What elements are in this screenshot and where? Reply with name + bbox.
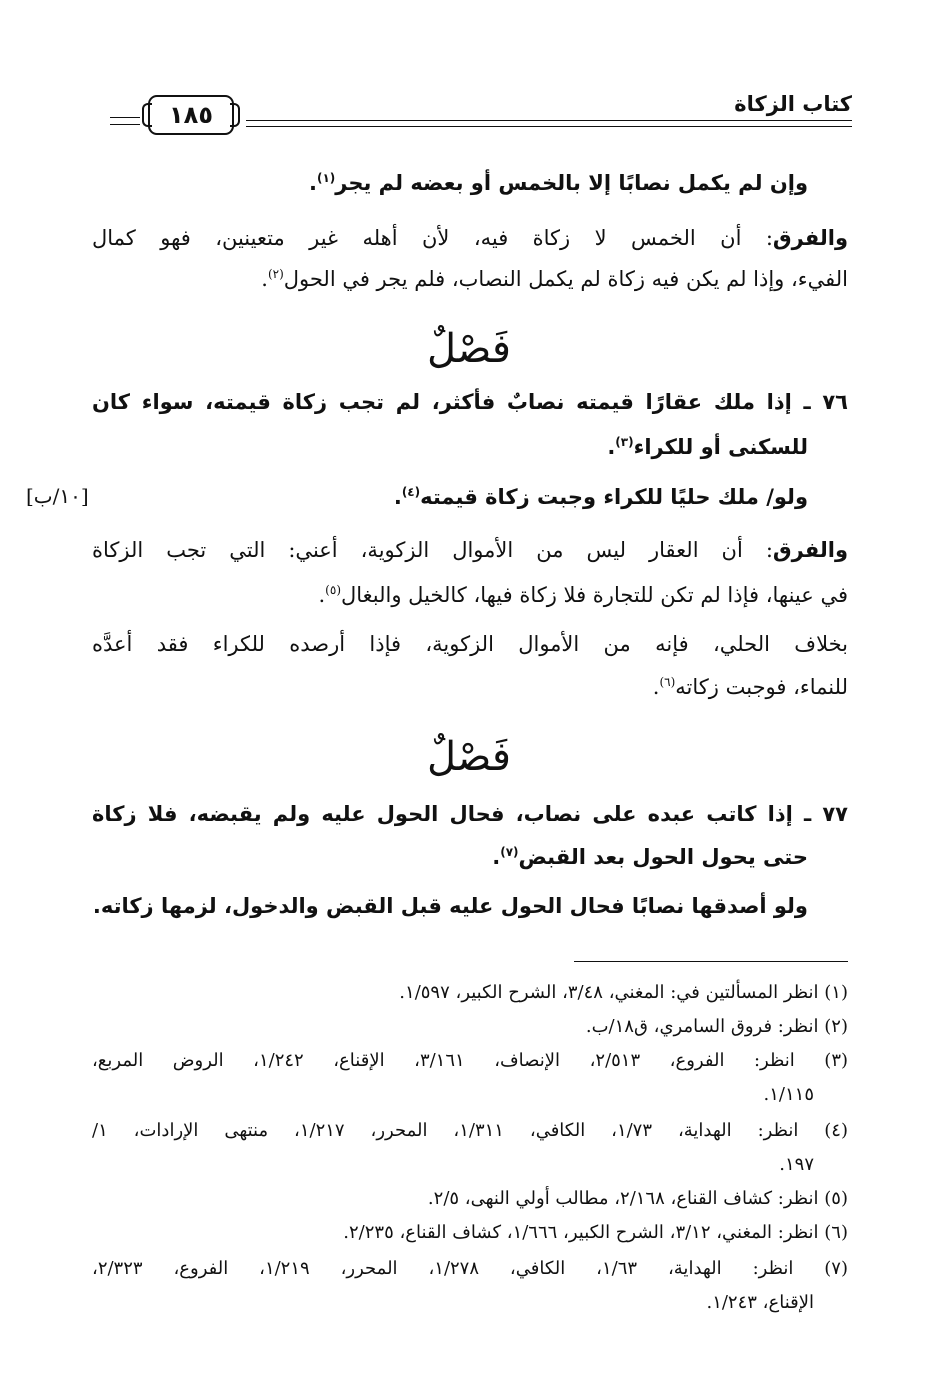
text-span: للسكنى أو للكراء (633, 435, 808, 459)
text-line: في عينها، فإذا لم تكن للتجارة فلا زكاة فيها، كالخيل والبغال$^{(٥)}$. (318, 583, 848, 607)
text-line: ولو أصدقها نصابًا فحال الحول عليه قبل القبض والدخول، لزمها زكاته. (92, 894, 808, 918)
text-span: للنماء، فوجبت زكاته (675, 675, 848, 699)
footnote-ref: (٦) (659, 675, 676, 689)
text-line: حتى يحول الحول بعد القبض$^{(٧)}$. (492, 845, 808, 869)
text-line: بخلاف الحلي، فإنه من الأموال الزكوية، فإذا أرصده للكراء فقد أعدَّه (92, 632, 848, 656)
footnote: (١) انظر المسألتين في: المغني، ٣/٤٨، الشرح الكبير، ١/٥٩٧. (399, 982, 848, 1003)
text-span: الفيء، وإذا لم يكن فيه زكاة لم يكمل النصاب، فلم يجر في الحول (283, 267, 848, 291)
footnote: (٥) انظر: كشاف القناع، ٢/١٦٨، مطالب أولي النهى، ٢/٥. (427, 1188, 848, 1209)
footnote-ref: (٥) (325, 583, 341, 597)
book-title: كتاب الزكاة (734, 92, 852, 116)
lead-word: والفرق (772, 226, 848, 250)
footnote-rule (574, 961, 848, 962)
header-rule-right (246, 120, 852, 121)
footnote-ref: (١) (316, 171, 336, 185)
lead-word: والفرق (772, 538, 848, 562)
section-heading: فَصْلٌ (426, 326, 512, 372)
footnote: (٤) انظر: الهداية، ١/٧٣، الكافي، ١/٣١١، المحرر، ١/٢١٧، منتهى الإرادات، ١/ (92, 1120, 848, 1141)
text-span: وإن لم يكمل نصابًا إلا بالخمس أو بعضه لم يجر (335, 171, 808, 195)
text-span: : أن الخمس لا زكاة فيه، لأن أهله غير متعينين، فهو كمال (92, 226, 773, 250)
text-line: للنماء، فوجبت زكاته$^{(٦)}$. (652, 675, 848, 699)
section-heading: فَصْلٌ (426, 734, 512, 780)
footnote-ref: (٧) (500, 845, 519, 859)
text-line (92, 540, 848, 561)
footnote: (٦) انظر: المغني، ٣/١٢، الشرح الكبير، ١/٦٦٦، كشاف القناع، ٢/٢٣٥. (343, 1222, 848, 1243)
text-line: ٧٧ ـ إذا كاتب عبده على نصاب، فحال الحول عليه ولم يقبضه، فلا زكاة (92, 802, 848, 826)
header-rule-right-2 (246, 126, 852, 127)
footnote-ref: (٢) (267, 267, 284, 281)
footnote-continuation: الإقناع، ١/٢٤٣. (706, 1292, 814, 1313)
header-rule-left (110, 117, 140, 118)
text-line (92, 228, 848, 249)
text-line: وإن لم يكمل نصابًا إلا بالخمس أو بعضه لم يجر$^{(١)}$. (308, 171, 808, 195)
text-span: حتى يحول الحول بعد القبض (518, 845, 808, 869)
footnote-ref: (٣) (615, 435, 634, 449)
margin-reference: [١٠/ب] (26, 484, 89, 508)
text-line: الفيء، وإذا لم يكن فيه زكاة لم يكمل النصاب، فلم يجر في الحول$^{(٢)}$. (261, 267, 848, 291)
footnote: (٢) انظر: فروق السامري، ق١٨/ب. (585, 1016, 848, 1037)
text-line: ٧٦ ـ إذا ملك عقارًا قيمته نصابٌ فأكثر، لم تجب زكاة قيمته، سواء كان (92, 390, 848, 414)
text-span: في عينها، فإذا لم تكن للتجارة فلا زكاة فيها، كالخيل والبغال (341, 583, 848, 607)
footnote-continuation: ١/١١٥. (763, 1084, 814, 1105)
footnote-continuation: ١٩٧. (779, 1154, 814, 1175)
footnote: (٧) انظر: الهداية، ١/٦٣، الكافي، ١/٢٧٨، المحرر، ١/٢١٩، الفروع، ٢/٣٢٣، (92, 1258, 848, 1279)
page-number: ١٨٥ (148, 95, 234, 135)
text-line: ولو/ ملك حليًا للكراء وجبت زكاة قيمته$^{(٤)}$. (393, 485, 808, 509)
text-span: ولو/ ملك حليًا للكراء وجبت زكاة قيمته (420, 485, 808, 509)
footnote-ref: (٤) (401, 485, 421, 499)
text-line: للسكنى أو للكراء$^{(٣)}$. (607, 435, 808, 459)
footnote: (٣) انظر: الفروع، ٢/٥١٣، الإنصاف، ٣/١٦١، الإقناع، ١/٢٤٢، الروض المربع، (92, 1050, 849, 1071)
text-span: : أن العقار ليس من الأموال الزكوية، أعني: التي تجب الزكاة (92, 538, 773, 562)
header-rule-left-2 (110, 124, 140, 125)
